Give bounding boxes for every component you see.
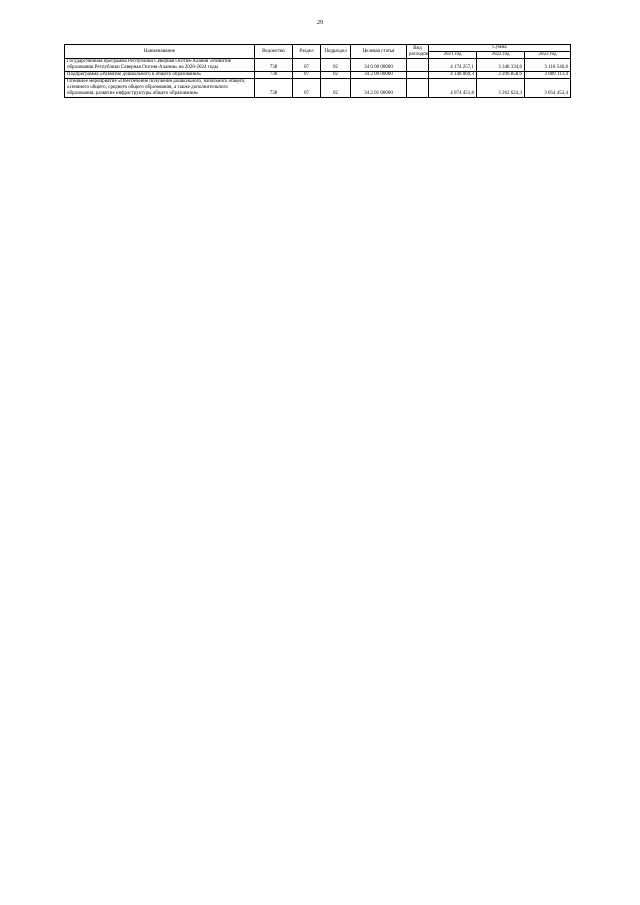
row-sum-2022: 3 262 624,3 [477,79,525,98]
row-vr [407,72,429,79]
row-sum-2023: 3 054 452,4 [525,79,571,98]
row-sum-2022: 3 296 858,6 [477,72,525,79]
header-2022: 2022 год [477,52,525,59]
row-name: Подпрограмма «Развитие дошкольного и общего образования» [65,72,255,79]
budget-table [64,44,571,98]
row-podrazdel: 02 [321,59,351,72]
row-razdel: 07 [293,79,321,98]
header-row [65,45,571,52]
row-csr: 34 2 01 00000 [351,79,407,98]
header-2021: 2021 год [429,52,477,59]
header-vr: Вид расходов [407,45,429,59]
row-podrazdel: 02 [321,72,351,79]
row-razdel: 07 [293,59,321,72]
row-name: Государственная программа Республики Северная Осетия-Алания «Развитие образования Республики Северная Осетия-Алания» на 2020-2024 годы [65,59,255,72]
row-vedomstvo: 738 [255,59,293,72]
header-razdel: Раздел [293,45,321,59]
row-vedomstvo: 738 [255,72,293,79]
table-row [65,59,571,72]
row-sum-2021: 4 074 451,8 [429,79,477,98]
row-vr [407,59,429,72]
row-razdel: 07 [293,72,321,79]
header-summa: Сумма [429,45,571,52]
header-csr: Целевая статья [351,45,407,59]
row-sum-2023: 3 118 546,0 [525,59,571,72]
row-vr [407,79,429,98]
page-number: 29 [317,20,323,26]
row-sum-2023: 3 089 113,4 [525,72,571,79]
row-podrazdel: 02 [321,79,351,98]
row-csr: 34 2 00 00000 [351,72,407,79]
row-sum-2021: 4 174 257,1 [429,59,477,72]
row-sum-2021: 4 148 069,3 [429,72,477,79]
row-csr: 34 0 00 00000 [351,59,407,72]
row-sum-2022: 3 348 334,6 [477,59,525,72]
table-row [65,79,571,98]
header-name: Наименование [65,45,255,59]
header-vedomstvo: Ведомство [255,45,293,59]
row-name: Основное мероприятие «Обеспечение получения дошкольного, начального общего, основного общего, среднего общего образования, а также дополнительного образования, развитие инфраструктуры общего образования» [65,79,255,98]
header-podrazdel: Подраздел [321,45,351,59]
table-row [65,72,571,79]
header-2023: 2023 год [525,52,571,59]
row-vedomstvo: 738 [255,79,293,98]
